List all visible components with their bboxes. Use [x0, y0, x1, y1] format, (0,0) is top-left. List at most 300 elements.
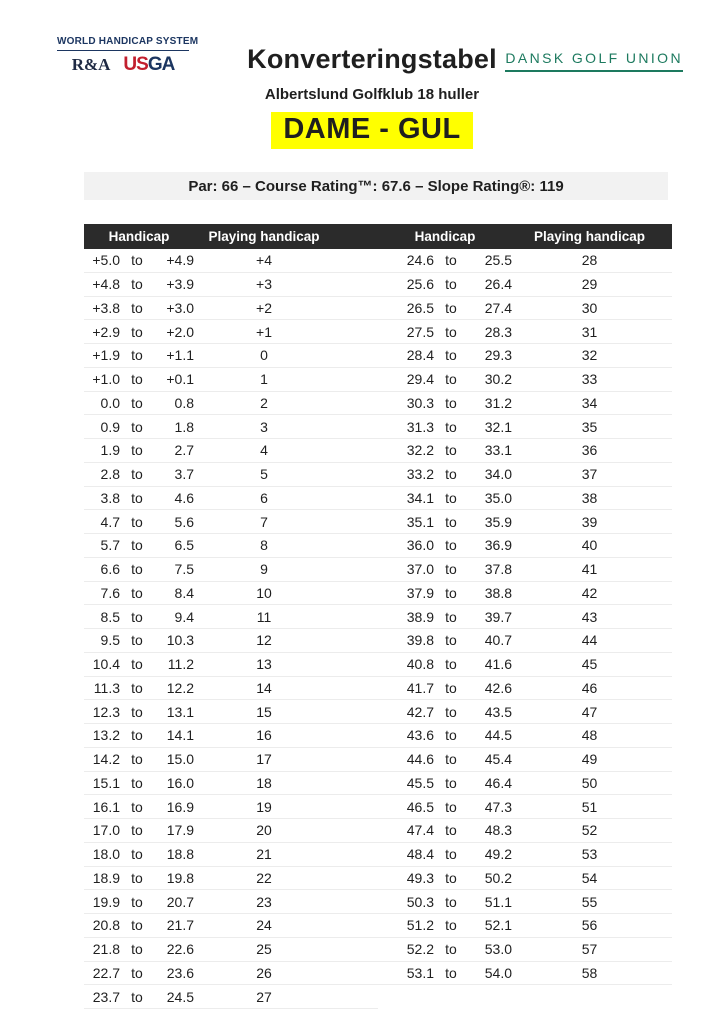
range-from: 44.6 [406, 751, 434, 768]
range-to: 32.1 [484, 418, 512, 435]
handicap-row [378, 629, 672, 653]
handicap-row [378, 368, 672, 392]
playing-handicap-value: 45 [581, 656, 598, 673]
range-to: 28.3 [484, 323, 512, 340]
handicap-row [84, 439, 378, 463]
playing-handicap-value: 56 [581, 917, 598, 934]
playing-handicap-value: 12 [256, 632, 272, 649]
range-from: +5.0 [92, 252, 120, 269]
range-to-label: to [445, 323, 457, 340]
range-from: 50.3 [406, 893, 434, 910]
playing-handicap-value: 10 [256, 584, 272, 601]
handicap-row [378, 487, 672, 511]
playing-handicap-value: 23 [256, 893, 272, 910]
handicap-row [84, 510, 378, 534]
playing-handicap-value: 37 [581, 466, 598, 483]
handicap-row [378, 843, 672, 867]
table-header-right [378, 224, 672, 249]
club-subtitle: Albertslund Golfklub 18 huller [264, 86, 480, 103]
range-from: 37.9 [406, 584, 434, 601]
range-from: 42.7 [406, 703, 434, 720]
playing-handicap-value: 34 [581, 394, 598, 411]
range-from: 32.2 [406, 442, 434, 459]
range-to-label: to [445, 299, 457, 316]
range-to-label: to [445, 584, 457, 601]
handicap-row [378, 914, 672, 938]
playing-handicap-value: 7 [260, 513, 268, 530]
range-to: +3.0 [166, 299, 194, 316]
range-to-label: to [445, 418, 457, 435]
range-to-label: to [131, 869, 143, 886]
playing-handicap-value: 44 [581, 632, 598, 649]
range-to-label: to [131, 537, 143, 554]
page-title: Konverteringstabel [247, 44, 497, 74]
range-to-label: to [445, 489, 457, 506]
range-to: 11.2 [167, 656, 194, 673]
range-from: 30.3 [406, 394, 434, 411]
handicap-row [84, 890, 378, 914]
range-to-label: to [131, 299, 143, 316]
handicap-row [378, 463, 672, 487]
playing-handicap-value: 29 [581, 276, 598, 293]
range-to: 41.6 [484, 656, 512, 673]
playing-handicap-value: 41 [581, 561, 598, 578]
playing-handicap-value: 20 [256, 822, 272, 839]
playing-handicap-value: 3 [260, 418, 268, 435]
range-to-label: to [131, 608, 143, 625]
handicap-row [378, 558, 672, 582]
range-to-label: to [131, 584, 143, 601]
range-to: 53.0 [484, 941, 512, 958]
range-from: 49.3 [406, 869, 434, 886]
handicap-row [378, 534, 672, 558]
range-from: 53.1 [406, 964, 434, 981]
playing-handicap-value: 55 [581, 893, 598, 910]
range-to: 35.9 [484, 513, 512, 530]
handicap-row [378, 677, 672, 701]
range-to: 30.2 [484, 371, 512, 388]
range-from: 3.8 [100, 489, 120, 506]
handicap-row [84, 392, 378, 416]
range-from: +2.9 [92, 323, 120, 340]
handicap-row [378, 273, 672, 297]
handicap-row [84, 867, 378, 891]
handicap-row [378, 700, 672, 724]
range-from: 13.2 [92, 727, 120, 744]
playing-handicap-value: 4 [260, 442, 268, 459]
playing-handicap-value: 31 [581, 323, 598, 340]
range-from: 0.9 [100, 418, 120, 435]
table-column-left [84, 249, 378, 1009]
range-from: 34.1 [406, 489, 434, 506]
range-to-label: to [445, 276, 457, 293]
range-to-label: to [131, 774, 143, 791]
range-to: 54.0 [484, 964, 512, 981]
range-from: 38.9 [406, 608, 434, 625]
handicap-row [84, 344, 378, 368]
handicap-row [84, 249, 378, 273]
range-to-label: to [131, 679, 143, 696]
handicap-row [84, 582, 378, 606]
column-header-playing-handicap: Playing handicap [533, 229, 646, 244]
range-to: 16.0 [166, 774, 194, 791]
handicap-row [84, 368, 378, 392]
range-from: 22.7 [92, 964, 120, 981]
range-from: 16.1 [92, 798, 120, 815]
handicap-row [378, 344, 672, 368]
range-to-label: to [445, 941, 457, 958]
range-from: 15.1 [92, 774, 120, 791]
range-to: 47.3 [484, 798, 512, 815]
range-to: 25.5 [484, 252, 512, 269]
range-from: 5.7 [100, 537, 120, 554]
playing-handicap-value: 13 [256, 656, 272, 673]
range-to: 45.4 [484, 751, 512, 768]
range-to-label: to [445, 537, 457, 554]
handicap-row [378, 582, 672, 606]
range-from: 31.3 [406, 418, 434, 435]
range-from: 4.7 [100, 513, 120, 530]
range-from: 18.0 [92, 846, 120, 863]
range-from: 7.6 [100, 584, 120, 601]
range-from: 47.4 [406, 822, 434, 839]
playing-handicap-value: 21 [256, 846, 272, 863]
range-to-label: to [131, 822, 143, 839]
playing-handicap-value: 32 [581, 347, 598, 364]
range-to-label: to [445, 917, 457, 934]
range-to-label: to [445, 608, 457, 625]
range-to: 9.4 [174, 608, 194, 625]
column-header-playing-handicap: Playing handicap [208, 229, 320, 244]
range-to: 4.6 [174, 489, 194, 506]
dansk-golf-union-logo: DANSK GOLF UNION [505, 50, 683, 72]
range-to: 16.9 [166, 798, 194, 815]
range-to-label: to [131, 466, 143, 483]
playing-handicap-value: 2 [260, 394, 268, 411]
range-from: 29.4 [406, 371, 434, 388]
playing-handicap-value: 43 [581, 608, 598, 625]
playing-handicap-value: +4 [256, 252, 272, 269]
range-from: 51.2 [406, 917, 434, 934]
playing-handicap-value: 6 [260, 489, 268, 506]
playing-handicap-value: 25 [256, 941, 272, 958]
range-to-label: to [445, 466, 457, 483]
range-to-label: to [131, 513, 143, 530]
range-to: +4.9 [166, 252, 194, 269]
playing-handicap-value: 24 [256, 917, 272, 934]
range-from: 12.3 [92, 703, 120, 720]
range-from: 20.8 [92, 917, 120, 934]
range-to-label: to [131, 371, 143, 388]
handicap-row [378, 297, 672, 321]
handicap-row [378, 819, 672, 843]
handicap-row [84, 415, 378, 439]
handicap-row [84, 629, 378, 653]
handicap-row [378, 938, 672, 962]
playing-handicap-value: 57 [581, 941, 598, 958]
range-to-label: to [445, 798, 457, 815]
range-to-label: to [131, 347, 143, 364]
handicap-row [84, 558, 378, 582]
handicap-row [378, 772, 672, 796]
range-from: 37.0 [406, 561, 434, 578]
handicap-row [84, 985, 378, 1009]
column-header-handicap: Handicap [414, 229, 476, 244]
range-to: 2.7 [174, 442, 194, 459]
playing-handicap-value: 14 [256, 679, 272, 696]
range-to: 48.3 [484, 822, 512, 839]
range-to: 15.0 [166, 751, 194, 768]
range-to-label: to [445, 371, 457, 388]
playing-handicap-value: 18 [256, 774, 272, 791]
range-to: 18.8 [166, 846, 194, 863]
handicap-row [84, 297, 378, 321]
range-to: 44.5 [484, 727, 512, 744]
range-to: 27.4 [484, 299, 512, 316]
range-to: 6.5 [174, 537, 194, 554]
table-header-left [84, 224, 378, 249]
handicap-row [378, 439, 672, 463]
range-from: +4.8 [92, 276, 120, 293]
range-to: 22.6 [166, 941, 194, 958]
handicap-row [84, 605, 378, 629]
range-from: 9.5 [100, 632, 120, 649]
whs-logo-title: WORLD HANDICAP SYSTEM [57, 36, 189, 51]
playing-handicap-value: 52 [581, 822, 598, 839]
range-from: 33.2 [406, 466, 434, 483]
handicap-row [84, 534, 378, 558]
range-to: 19.8 [166, 869, 194, 886]
playing-handicap-value: 42 [581, 584, 598, 601]
range-to: 50.2 [484, 869, 512, 886]
range-to: 46.4 [484, 774, 512, 791]
range-from: 36.0 [406, 537, 434, 554]
handicap-row [378, 867, 672, 891]
range-to-label: to [445, 893, 457, 910]
range-to: 1.8 [174, 418, 194, 435]
range-to-label: to [445, 679, 457, 696]
range-from: 21.8 [92, 941, 120, 958]
playing-handicap-value: 8 [260, 537, 268, 554]
range-to: 8.4 [174, 584, 194, 601]
range-to: 38.8 [484, 584, 512, 601]
handicap-row [84, 463, 378, 487]
range-from: 6.6 [100, 561, 120, 578]
playing-handicap-value: 46 [581, 679, 598, 696]
handicap-row [84, 962, 378, 986]
range-from: 48.4 [406, 846, 434, 863]
range-to-label: to [445, 846, 457, 863]
range-to: 17.9 [166, 822, 194, 839]
range-to: 43.5 [484, 703, 512, 720]
handicap-row [378, 748, 672, 772]
range-to-label: to [131, 656, 143, 673]
range-from: 1.9 [100, 442, 120, 459]
range-to: +3.9 [166, 276, 194, 293]
handicap-row [84, 487, 378, 511]
range-from: 19.9 [92, 893, 120, 910]
handicap-row [378, 320, 672, 344]
playing-handicap-value: 40 [581, 537, 598, 554]
range-to: 31.2 [484, 394, 512, 411]
range-to-label: to [445, 513, 457, 530]
range-to-label: to [445, 727, 457, 744]
range-to-label: to [131, 727, 143, 744]
playing-handicap-value: 16 [256, 727, 272, 744]
conversion-table [84, 249, 672, 1009]
range-to-label: to [131, 394, 143, 411]
range-from: 25.6 [406, 276, 434, 293]
handicap-row [378, 890, 672, 914]
range-to: 29.3 [484, 347, 512, 364]
playing-handicap-value: 27 [256, 988, 272, 1005]
usga-logo-ga: GA [147, 54, 175, 75]
range-to-label: to [131, 917, 143, 934]
playing-handicap-value: 33 [581, 371, 598, 388]
range-to-label: to [131, 276, 143, 293]
range-to-label: to [131, 632, 143, 649]
handicap-row [84, 748, 378, 772]
handicap-row [84, 273, 378, 297]
range-to: 0.8 [174, 394, 194, 411]
range-to: 20.7 [166, 893, 194, 910]
playing-handicap-value: 5 [260, 466, 268, 483]
range-to: 49.2 [484, 846, 512, 863]
handicap-row [84, 724, 378, 748]
range-from: 17.0 [92, 822, 120, 839]
handicap-row [378, 415, 672, 439]
range-to-label: to [445, 869, 457, 886]
table-header [84, 224, 672, 249]
usga-logo-us: US [123, 54, 148, 75]
playing-handicap-value: 9 [260, 561, 268, 578]
playing-handicap-value: 58 [581, 964, 598, 981]
handicap-row [378, 724, 672, 748]
range-to: 39.7 [484, 608, 512, 625]
range-from: 10.4 [92, 656, 120, 673]
range-to: +2.0 [166, 323, 194, 340]
handicap-row [84, 819, 378, 843]
ra-logo: R&A [71, 55, 111, 74]
handicap-row [84, 914, 378, 938]
range-from: 23.7 [92, 988, 120, 1005]
range-from: 43.6 [406, 727, 434, 744]
handicap-row [378, 653, 672, 677]
range-to-label: to [131, 703, 143, 720]
range-to-label: to [131, 489, 143, 506]
range-to-label: to [445, 442, 457, 459]
playing-handicap-value: +3 [256, 276, 272, 293]
category-wrap [0, 112, 724, 149]
range-to: 40.7 [484, 632, 512, 649]
playing-handicap-value: 22 [256, 869, 272, 886]
range-to: 26.4 [484, 276, 512, 293]
range-to: 42.6 [484, 679, 512, 696]
playing-handicap-value: +2 [256, 299, 272, 316]
range-to: 13.1 [166, 703, 194, 720]
handicap-row [84, 653, 378, 677]
handicap-row [378, 795, 672, 819]
range-to-label: to [445, 964, 457, 981]
range-to: 3.7 [174, 466, 194, 483]
handicap-row [378, 392, 672, 416]
range-from: 26.5 [406, 299, 434, 316]
range-to-label: to [445, 561, 457, 578]
range-from: +1.9 [92, 347, 120, 364]
range-to: 33.1 [484, 442, 512, 459]
handicap-row [84, 938, 378, 962]
category-badge: DAME - GUL [271, 112, 472, 149]
range-to: 37.8 [484, 561, 512, 578]
handicap-row [84, 772, 378, 796]
range-from: 35.1 [406, 513, 434, 530]
range-to: 35.0 [484, 489, 512, 506]
playing-handicap-value: 19 [256, 798, 272, 815]
range-to-label: to [131, 323, 143, 340]
range-from: 41.7 [406, 679, 434, 696]
range-from: 39.8 [406, 632, 434, 649]
playing-handicap-value: 49 [581, 751, 598, 768]
range-to: 52.1 [484, 917, 512, 934]
range-to-label: to [445, 751, 457, 768]
range-from: 0.0 [100, 394, 120, 411]
range-from: 8.5 [100, 608, 120, 625]
range-to-label: to [131, 893, 143, 910]
handicap-row [378, 605, 672, 629]
range-to-label: to [445, 632, 457, 649]
playing-handicap-value: 36 [581, 442, 598, 459]
range-from: 18.9 [92, 869, 120, 886]
handicap-row [84, 700, 378, 724]
playing-handicap-value: 39 [581, 513, 598, 530]
range-to-label: to [131, 941, 143, 958]
range-from: 11.3 [93, 679, 120, 696]
handicap-row [84, 677, 378, 701]
playing-handicap-value: 15 [256, 703, 272, 720]
range-to-label: to [445, 394, 457, 411]
range-to-label: to [131, 418, 143, 435]
range-from: 27.5 [406, 323, 434, 340]
playing-handicap-value: 11 [256, 608, 272, 625]
range-to-label: to [445, 703, 457, 720]
range-from: 2.8 [100, 466, 120, 483]
range-to: 5.6 [174, 513, 194, 530]
range-to: 7.5 [174, 561, 194, 578]
range-to: 21.7 [166, 917, 194, 934]
range-to: 36.9 [484, 537, 512, 554]
playing-handicap-value: 26 [256, 964, 272, 981]
range-to: 51.1 [484, 893, 512, 910]
range-to-label: to [445, 656, 457, 673]
playing-handicap-value: 50 [581, 774, 598, 791]
handicap-row [378, 962, 672, 986]
handicap-row [84, 795, 378, 819]
range-to: 10.3 [166, 632, 194, 649]
table-column-right [378, 249, 672, 985]
playing-handicap-value: 17 [256, 751, 272, 768]
range-to-label: to [131, 561, 143, 578]
range-to-label: to [445, 774, 457, 791]
playing-handicap-value: 51 [581, 798, 598, 815]
range-to-label: to [131, 751, 143, 768]
range-to-label: to [445, 347, 457, 364]
range-from: 52.2 [406, 941, 434, 958]
playing-handicap-value: 0 [260, 347, 268, 364]
playing-handicap-value: 47 [581, 703, 598, 720]
playing-handicap-value: 48 [581, 727, 598, 744]
range-from: 45.5 [406, 774, 434, 791]
range-to-label: to [131, 846, 143, 863]
